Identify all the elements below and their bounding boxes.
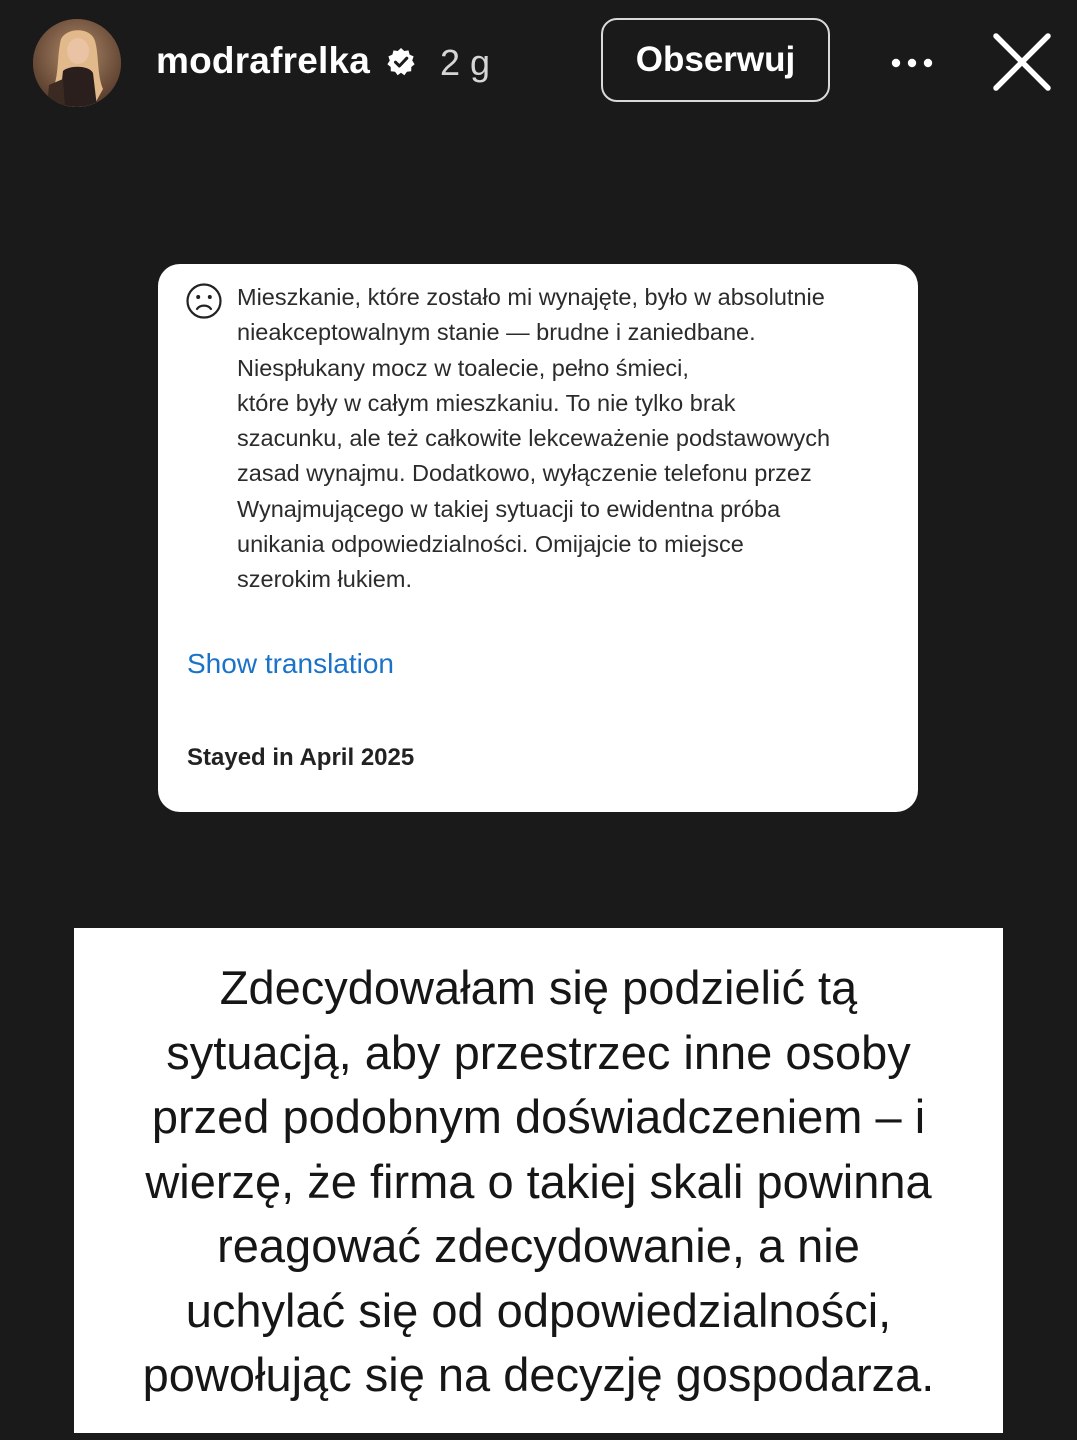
avatar-image — [33, 19, 121, 107]
verified-icon — [386, 47, 416, 77]
follow-button[interactable]: Obserwuj — [601, 18, 830, 102]
username[interactable]: modrafrelka — [156, 40, 371, 81]
sad-face-icon — [185, 282, 223, 320]
post-time: 2 g — [440, 42, 491, 83]
review-card — [158, 264, 918, 812]
stay-date: Stayed in April 2025 — [187, 744, 415, 771]
review-text: Mieszkanie, które zostało mi wynajęte, było w absolutnie nieakceptowalnym stanie — brudne i zaniedbane. Niespłukany mocz w toalecie, pełno śmieci, które były w całym mieszkaniu. To nie tylko brak szacunku, ale też całkowite lekceważenie podstawowych zasad wynajmu. Dodatkowo, wyłączenie telefonu przez Wynajmującego w takiej sytuacji to ewidentna próba unikania odpowiedzialności. Omijajcie to miejsce szerokim łukiem. — [237, 284, 831, 593]
show-translation-link[interactable]: Show translation — [187, 648, 395, 679]
story-caption-box — [74, 928, 1003, 1433]
story-caption-text: Zdecydowałam się podzielić tą sytuacją, aby przestrzec inne osoby przed podobnym doświadczeniem – i wierzę, że firma o takiej skali powinna reagować zdecydowanie, a nie uchylać się od odpowiedzialności, powołując się na decyzję gospodarza. — [142, 961, 935, 1401]
story-header — [0, 0, 1077, 125]
more-options-icon[interactable] — [884, 46, 940, 80]
close-icon[interactable] — [990, 30, 1054, 94]
avatar[interactable] — [33, 19, 121, 107]
